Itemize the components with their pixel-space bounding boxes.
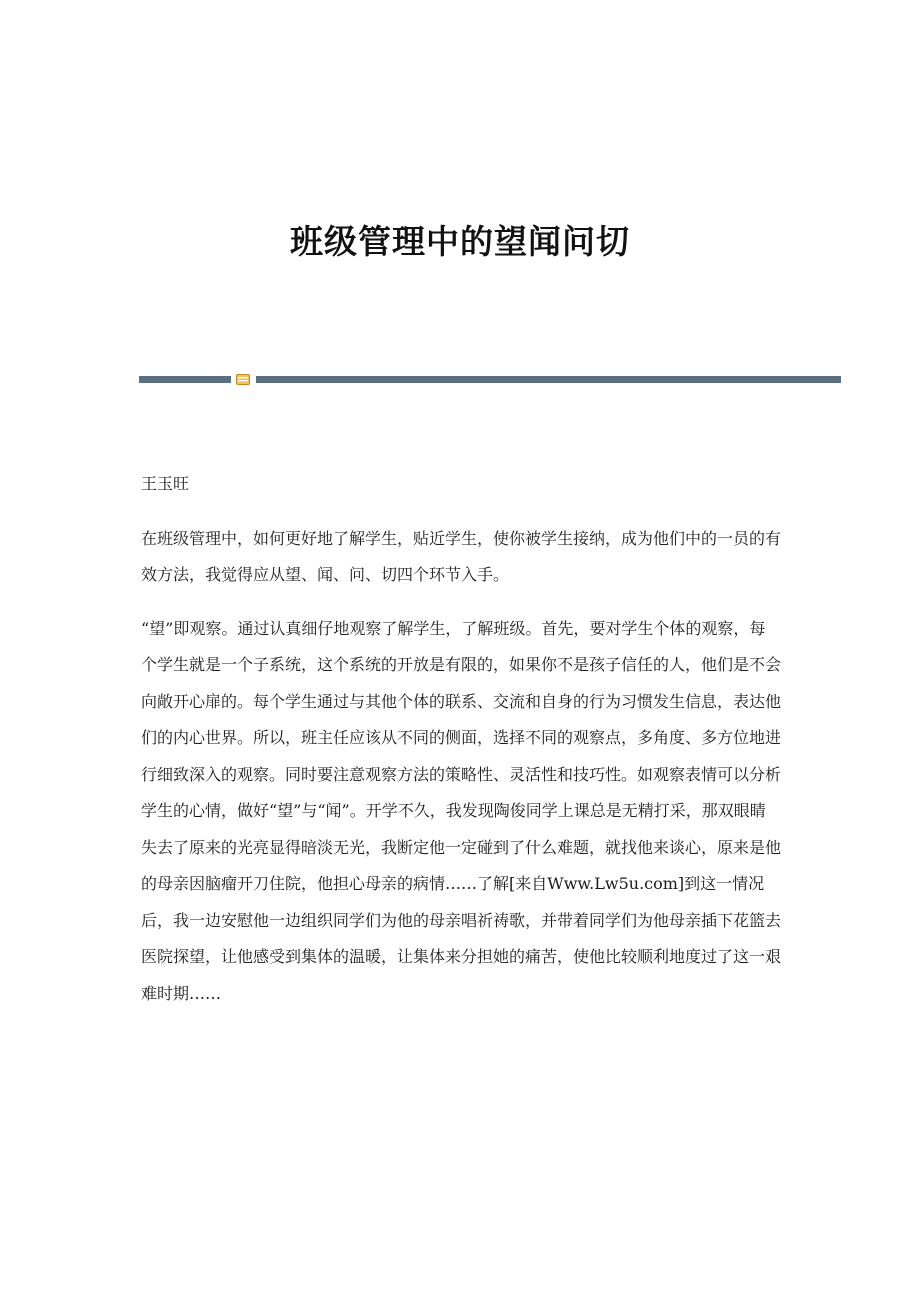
divider-bar-right [256,376,841,383]
divider-bar-left [139,376,231,383]
title-divider [139,374,841,384]
book-icon [236,374,250,385]
document-title: 班级管理中的望闻问切 [290,222,630,261]
author-name: 王玉旺 [141,474,190,493]
paragraph-intro: 在班级管理中，如何更好地了解学生，贴近学生，使你被学生接纳，成为他们中的一员的有效方法，我觉得应从望、闻、问、切四个环节入手。 [141,528,782,584]
paragraph-observation: “望”即观察。通过认真细仔地观察了解学生，了解班级。首先，要对学生个体的观察，每个学生就是一个子系统，这个系统的开放是有限的，如果你不是孩子信任的人，他们是不会向敞开心扉的。每个学生通过与其他个体的联系、交流和自身的行为习惯发生信息，表达他们的内心世界。所以，班主任应该从不同的侧面，选择不同的观察点，多角度、多方位地进行细致深入的观察。同时要注意观察方法的策略性、灵活性和技巧性。如观察表情可以分析学生的心情，做好“望”与“闻”。开学不久，我发现陶俊同学上课总是无精打采，那双眼睛失去了原来的光亮显得暗淡无光，我断定他一定碰到了什么难题，就找他来谈心，原来是他的母亲因脑瘤开刀住院，他担心母亲的病情……了解[来自Www.Lw5u.com]到这一情况后，我一边安慰他一边组织同学们为他的母亲唱祈祷歌，并带着同学们为他母亲插下花篮去医院探望，让他感受到集体的温暖，让集体来分担她的痛苦，使他比较顺利地度过了这一艰难时期…… [141,618,782,1003]
document-body [141,466,781,1029]
